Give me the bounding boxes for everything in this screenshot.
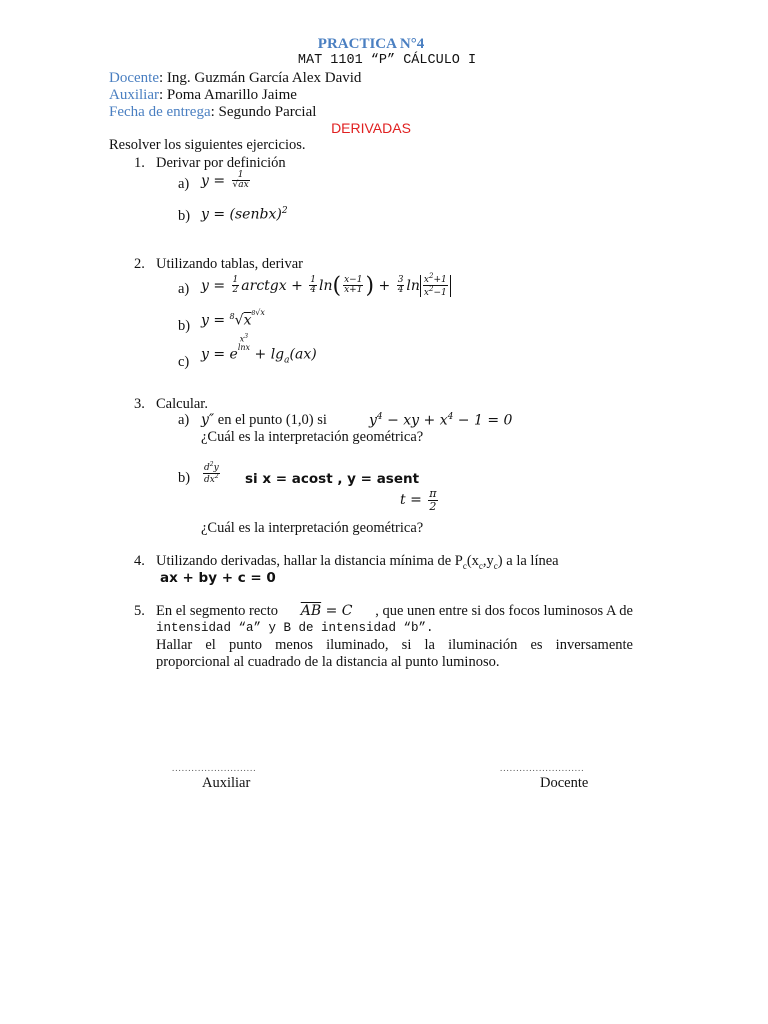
problem-5-line-1 — [156, 603, 633, 620]
problem-3a-text: en el punto (1,0) si — [214, 412, 327, 428]
problem-2-statement: Utilizando tablas, derivar — [156, 256, 303, 272]
problem-3b-t-value: t = $\frac{\pi}{2}$ — [400, 487, 437, 513]
course-code: MAT 1101 “P” CÁLCULO I — [297, 53, 477, 68]
assistant-line — [109, 87, 297, 104]
problem-3a-label: a) — [178, 412, 190, 428]
problem-2b-formula: $y = ^8√x^{8√x}$ — [201, 307, 265, 329]
instructions: Resolver los siguientes ejercicios. — [109, 137, 306, 153]
problem-4-number: 4. — [134, 553, 145, 569]
problem-3a-equation: $y^4$ − xy + $x^4 - 1 = 0$ — [369, 412, 513, 429]
page-title: PRACTICA N°4 — [317, 36, 425, 52]
teacher-line — [109, 70, 361, 87]
problem-3a-question: ¿Cuál es la interpretación geométrica? — [201, 429, 424, 445]
problem-1a-formula: y = $\frac{1}{√ax}$ — [201, 170, 249, 191]
problem-2a-label: a) — [178, 281, 190, 297]
problem-5-line-4: proporcional al cuadrado de la distancia al punto luminoso. — [156, 654, 500, 670]
problem-3a-text-line: y″ en el punto (1,0) si — [201, 412, 327, 428]
assistant-label: Auxiliar — [109, 87, 159, 103]
problem-2c-label: c) — [178, 354, 190, 370]
problem-2a-formula: y = $\frac{1}{2}$ arctgx + $\frac{1}{4}$ ln( $\frac{x-1}{x+1}$ ) + $\frac{3}{4}$ ln $\frac{x^2+1}{x^2-1}$ — [201, 273, 451, 299]
assistant-name: : Poma Amarillo Jaime — [159, 87, 297, 103]
problem-5-line-1-start: En el segmento recto — [156, 603, 278, 619]
due-value: : Segundo Parcial — [210, 104, 317, 120]
problem-1-number: 1. — [134, 155, 145, 171]
problem-5-number: 5. — [134, 603, 145, 619]
teacher-label: Docente — [109, 70, 159, 86]
teacher-signature-label: Docente — [540, 775, 589, 791]
problem-3b-question: ¿Cuál es la interpretación geométrica? — [201, 520, 424, 536]
problem-2c-formula: y = e $x^3$ lnx + $\lg_a(ax)$ — [201, 333, 317, 366]
problem-4-line-equation: ax + by + c = 0 — [160, 570, 276, 586]
problem-5-line-3: Hallar el punto menos iluminado, si la iluminación es inversamente — [156, 637, 633, 653]
problem-4-statement-end: a la línea — [502, 553, 559, 569]
problem-3-number: 3. — [134, 396, 145, 412]
problem-5-line-2: intensidad “a” y B de intensidad “b”. — [156, 621, 434, 635]
due-line — [109, 104, 316, 121]
problem-1-statement: Derivar por definición — [156, 155, 286, 171]
problem-4-statement-start: Utilizando derivadas, hallar la distancia mínima de P — [156, 553, 463, 569]
problem-3-statement: Calcular. — [156, 396, 208, 412]
problem-1b-formula: y = (senbx)$^2$ — [201, 206, 288, 223]
assistant-signature-label: Auxiliar — [202, 775, 251, 791]
problem-1b-label: b) — [178, 208, 191, 224]
problem-4-statement: Utilizando derivadas, hallar la distancia mínima de $P_c(x_c,y_c)$ a la línea — [156, 553, 559, 571]
teacher-name: : Ing. Guzmán García Alex David — [158, 70, 362, 86]
problem-1a-label: a) — [178, 176, 190, 192]
problem-5-text — [156, 603, 633, 671]
due-label: Fecha de entrega — [109, 104, 211, 120]
problem-5-line-1-end: , que unen entre si dos focos luminosos A de — [375, 603, 633, 619]
problem-3b-label: b) — [178, 470, 191, 486]
topic-heading: DERIVADAS — [331, 120, 411, 136]
problem-2b-label: b) — [178, 318, 191, 334]
assistant-signature-line: .......................... — [172, 763, 257, 773]
teacher-signature-line: .......................... — [500, 763, 585, 773]
problem-3b-derivative: $\frac{d^2y}{dx^2}$ — [204, 461, 219, 486]
problem-2-number: 2. — [134, 256, 145, 272]
problem-3b-condition: si x = acost , y = asent — [245, 471, 420, 487]
problem-5-segment: $\overline{AB} = C$ — [300, 603, 353, 619]
